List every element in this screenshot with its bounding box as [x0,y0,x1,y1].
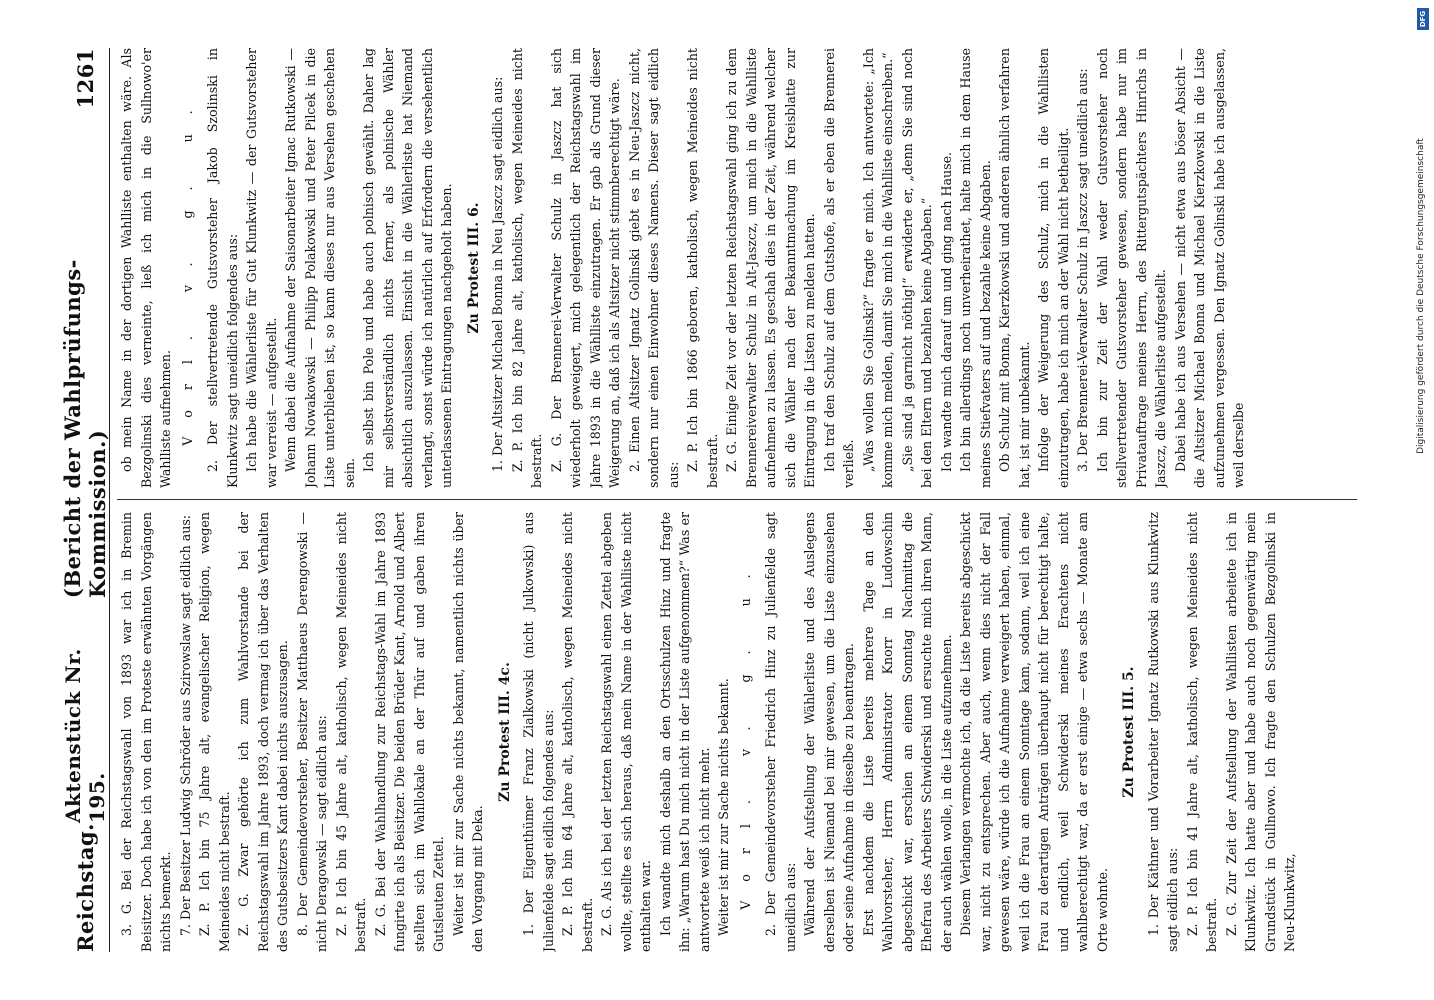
right-column-paragraph: „Was wollen Sie Golinski?“ fragte er mich. Ich antwortete: „Ich komme mich melden, damit Sie mich in die Wahlliste einschreiben.“ [860,48,895,488]
document-page [57,30,1377,970]
left-column-paragraph: Z. G. Zwar gehörte ich zum Wahlvorstande bei der Reichstagswahl im Jahre 1893, doch vermag ich über das Verhalten des Gutsbesitzers Kant dabei nichts auszusagen. [236,512,290,952]
page-header [60,48,110,952]
right-column-paragraph: 2. Der stellvertretende Gutsvorsteher Jakob Szolinski in Klunkwitz sagt uneidlich folgendes aus: [205,48,240,488]
right-column-paragraph: 3. Der Brennerei-Verwalter Schulz in Jaszcz sagt uneidlich aus: [1075,68,1090,472]
right-column-paragraph: ob mein Name in der dortigen Wahlliste enthalten wäre. Als Bezgolinski dies verneinte, ließ ich mich in die Sullnowo'er Wahlliste aufnehmen. [119,48,173,488]
left-column-paragraph: Während der Aufstellung der Wählerliste und des Auslegens derselben ist Niemand bei mir gewesen, um die Liste einzusehen oder seine Aufnahme in dieselbe zu beantragen. [802,512,856,952]
left-column-paragraph: 3. G. Bei der Reichstagswahl von 1893 war ich in Bremin Beisitzer. Doch habe ich von den im Proteste erwähnten Vorgängen nichts bemerkt. [119,512,173,952]
right-column-paragraph: Ich selbst bin Pole und habe auch polnisch gewählt. Daher lag mir selbstverständlich nichts ferner, als polnische Wähler absichtlich auszulassen. Einsicht in die Wählerliste hat Niemand verlangt, sonst würde ich natürlich auf Erfordern die versehentlich unterlassenen Eintragungen nachgeholt haben. [361,48,454,488]
right-column-paragraph: Z. P. Ich bin 82 Jahre alt, katholisch, wegen Meineides nicht bestraft. [509,48,544,488]
right-column-paragraph: Ich traf den Schulz auf dem Gutshofe, als er eben die Brennerei verließ. [821,48,856,488]
left-column-paragraph: Z. P. Ich bin 45 Jahre alt, katholisch, wegen Meineides nicht bestraft. [333,512,368,952]
right-column-signature-note: Vorl. v. g. u. [179,90,195,446]
right-column-paragraph: Wenn dabei die Aufnahme der Saisonarbeiter Ignac Rutkowski — Johann Nowakowski — Philipp Polakowski und Peter Pilcek in die Liste unterblieben ist, so kann dieses nur aus Versehen geschehen sein. [283,48,357,488]
left-column [117,512,1367,952]
header-left: Reichstag. [72,823,98,952]
left-column-paragraph: 2. Der Gemeindevorsteher Friedrich Hinz zu Julienfelde sagt uneidlich aus: [763,512,798,952]
right-column-paragraph: „Sie sind ja garnicht nöthig!“ erwiderte er, „denn Sie sind noch bei den Eltern und bezahlen keine Abgaben.“ [899,48,934,488]
left-column-paragraph: Weiter ist mir zur Sache nichts bekannt. [716,678,731,936]
left-column-paragraph: 1. Der Eigenthümer Franz Zialkowski (nicht Julkowski) aus Julienfelde sagt eidlich folgendes aus: [521,512,556,952]
right-column-paragraph: Z. G. Einige Zeit vor der letzten Reichstagswahl ging ich zu dem Brennereiverwalter Schulz in Alt-Jaszcz, um mich in die Wahlliste aufnehmen zu lassen. Es geschah dies in der Zeit, während welcher sich die Wähler nach der Bekanntmachung im Kreisblatte zur Eintragung in die Listen zu melden hatten. [724,48,817,488]
left-column-paragraph: 1. Der Käthner und Vorarbeiter Ignatz Rutkowski aus Klunkwitz sagt eidlich aus: [1145,512,1180,952]
right-column-paragraph: Ich bin zur Zeit der Wahl weder Gutsvorsteher noch stellvertretender Gutsvorsteher gewesen, sondern habe nur im Privatauftrage meines Herrn, des Rittergutspächters Hinrichs in Jaszcz, die Wählerliste aufgestellt. [1094,48,1168,488]
left-column-paragraph: Z. G. Zur Zeit der Aufstellung der Wahllisten arbeitete ich in Klunkwitz. Ich hatte aber und habe auch noch gegenwärtig mein Grundstück in Gullnowo. Ich fragte den Schulzen Bezgolinski in Neu-Klunkwitz, [1223,512,1297,952]
right-column-section-heading: Zu Protest III. 6. [465,202,482,334]
left-column-paragraph: Z. P. Ich bin 64 Jahre alt, katholisch, wegen Meineides nicht bestraft. [560,512,595,952]
left-column-paragraph: Z. P. Ich bin 75 Jahre alt, evangelischer Religion, wegen Meineides nicht bestraft. [197,512,232,952]
header-document-number: Aktenstück Nr. 195. [61,648,109,824]
right-column-paragraph: 2. Einen Altsitzer Ignatz Golinski giebt es in Neu-Jaszcz nicht, sondern nur einen Einwohner dieses Namens. Dieser sagt eidlich aus: [626,48,681,488]
right-column-paragraph: Dabei habe ich aus Versehen — nicht etwa aus böser Absicht — die Altsitzer Michael Bonna und Michael Kierzkowski in die Liste aufzunehmen vergessen. Den Ignatz Golinski habe ich ausgelassen, weil derselbe [1172,48,1246,488]
left-column-paragraph: Z. G. Bei der Wahlhandlung zur Reichstags-Wahl im Jahre 1893 fungirte ich als Beisitzer. Die beiden Brüder Kant, Arnold und Albert stellten sich im Wahllokale an der Thür auf und gaben ihren Gutsleuten Zettel. [372,512,446,952]
right-column [117,48,1367,488]
header-rule [109,48,110,952]
left-column-paragraph: Weiter ist mir zur Sache nichts bekannt, namentlich nichts über den Vorgang mit Deka. [450,512,485,952]
right-column-paragraph: Z. G. Der Brennerei-Verwalter Schulz in Jaszcz hat sich wiederholt geweigert, mich gelegentlich der Reichstagswahl im Jahre 1893 in die Wählliste einzutragen. Er gab als Grund dieser Weigerung an, daß ich als Altsitzer nicht stimmberechtigt wäre. [548,48,622,488]
left-column-paragraph: Z. G. Als ich bei der letzten Reichstagswahl einen Zettel abgeben wollte, stellte es sich heraus, daß mein Name in der Wahlliste nicht enthalten war. [599,512,653,952]
right-column-paragraph: Ob Schulz mit Bonna, Kierzkowski und anderen ähnlich verfahren hat, ist mir unbekannt. [997,48,1032,488]
left-column-section-heading: Zu Protest III. 4c. [496,662,513,802]
dfg-logo-text: DFG [1419,10,1427,28]
column-divider [117,499,1357,500]
right-column-paragraph: Infolge der Weigerung des Schulz, mich in die Wahllisten einzutragen, habe ich mich an der Wahl nicht betheiligt. [1036,48,1071,488]
digitization-credit [1413,6,1429,586]
right-column-paragraph: Ich bin allerdings noch unverheirathet, halte mich in dem Hause meines Stiefvaters auf und bezahle keine Abgaben. [958,48,993,488]
left-column-paragraph: 7. Der Besitzer Ludwig Schröder aus Szirowslaw sagt eidlich aus: [177,514,193,936]
header-report-title: (Bericht der Wahlprüfungs-Kommission.) [60,259,110,599]
left-column-paragraph: Z. P. Ich bin 41 Jahre alt, katholisch, wegen Meineides nicht bestraft. [1184,512,1219,952]
left-column-paragraph: Diesem Verlangen vermochte ich, da die Liste bereits abgeschickt war, nicht zu entsprechen. Aber auch, wenn dies nicht der Fall gewesen wäre, würde ich die Aufnahme verweigert haben, einmal, weil ich die Frau an einem Sonntage kam, sodann, weil ich eine Frau zu derartigen Anträgen überhaupt nicht für berechtigt halte, und endlich, weil Schwiderski meines Erachtens nicht wahlberechtigt war, da er erst einige — etwa sechs — Monate am Orte wohnte. [958,512,1110,952]
right-column-paragraph: 1. Der Altsitzer Michael Bonna in Neu Jaszcz sagt eidlich aus: [490,76,505,472]
left-column-paragraph: Ich wandte mich deshalb an den Ortsschulzen Hinz und fragte ihn: „Warum hast Du mich nicht in der Liste aufgenommen?“ Was er antwortete weiß ich nicht mehr. [657,512,712,952]
digitization-credit-text: Digitalisierung gefördert durch die Deutsche Forschungsgemeinschaft [1416,138,1426,454]
right-column-paragraph: Ich habe die Wählerliste für Gut Klunkwitz — der Gutsvorsteher war verreist — aufgestellt. [244,48,279,488]
left-column-signature-note: Vorl. v. g. u. [737,554,753,910]
page-number: 1261 [72,48,98,109]
left-column-paragraph: 8. Der Gemeindevorsteher, Besitzer Matthaeus Derengowski — nicht Deragowski — sagt eidlich aus: [294,512,329,952]
right-column-paragraph: Ich wandte mich darauf um und ging nach Hause. [938,151,954,472]
right-column-paragraph: Z. P. Ich bin 1866 geboren, katholisch, wegen Meineides nicht bestraft. [685,48,720,488]
left-column-section-heading: Zu Protest III. 5. [1121,666,1137,798]
left-column-paragraph: Erst nachdem die Liste bereits mehrere Tage an den Wahlvorsteher, Herrn Administrator Knorr in Ludowschin abgeschickt war, erschien an einem Sonntag Nachmittag die Ehefrau des Arbeiters Schwiderski und ersuchte mich ihren Mann, der auch wählen wolle, in die Liste aufzunehmen. [860,512,954,952]
